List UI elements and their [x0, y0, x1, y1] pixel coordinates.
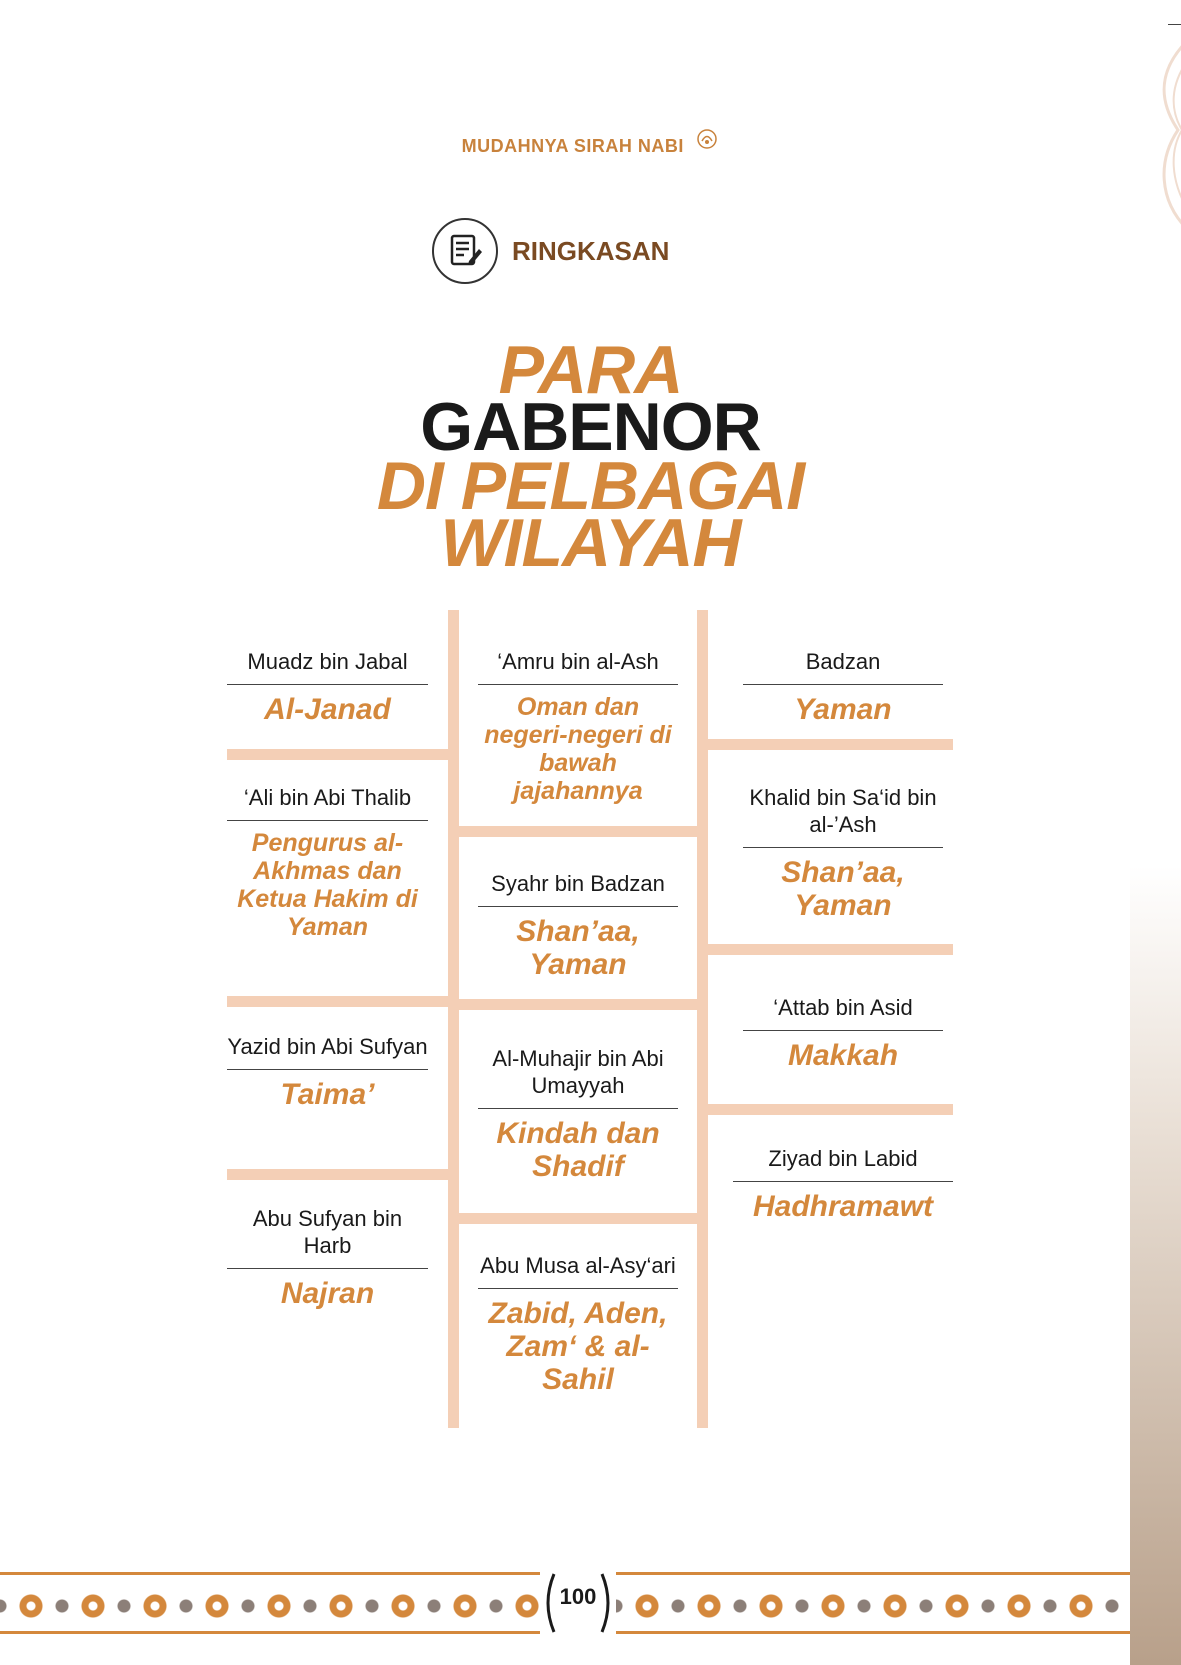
governor-place: Shan’aa, Yaman: [516, 915, 640, 981]
side-decorative-strip: [1130, 0, 1181, 1665]
governor-entry: [227, 784, 428, 941]
governor-name: Abu Sufyan bin Harb: [252, 1206, 403, 1258]
running-header: [0, 127, 1181, 157]
governor-place: Zabid, Aden, Zam‘ & al-Sahil: [488, 1297, 668, 1396]
column-divider-right: [697, 610, 708, 1428]
page-footer: [0, 1572, 1130, 1634]
entry-rule: [478, 684, 678, 685]
governor-place: Makkah: [787, 1039, 899, 1072]
entry-rule: [743, 1030, 943, 1031]
row-divider: [708, 739, 953, 750]
ornament-icon: [695, 127, 719, 151]
title-line-4: WILAYAH: [440, 505, 741, 581]
entry-rule: [733, 1181, 953, 1182]
decorative-border-left: [0, 1572, 540, 1634]
governor-place: Kindah dan Shadif: [496, 1117, 660, 1183]
section-label: RINGKASAN: [512, 235, 670, 266]
governor-entry: [478, 1252, 678, 1396]
governor-place: Pengurus al-Akhmas dan Ketua Hakim di Yaman: [237, 829, 418, 941]
governor-entry: [227, 1033, 428, 1111]
governor-entry: [227, 1205, 428, 1310]
page-number: 100: [559, 1584, 597, 1609]
governor-name: Ziyad bin Labid: [768, 1146, 918, 1171]
entry-rule: [227, 684, 428, 685]
governor-name: ‘Attab bin Asid: [773, 995, 913, 1020]
entry-rule: [227, 1268, 428, 1269]
entry-rule: [227, 1069, 428, 1070]
row-divider: [459, 826, 697, 837]
document-edit-icon: [432, 218, 498, 284]
entry-rule: [478, 1288, 678, 1289]
title-line-3: DI PELBAGAI: [376, 448, 805, 524]
governor-place: Taima’: [280, 1078, 375, 1111]
row-divider: [708, 944, 953, 955]
entry-rule: [227, 820, 428, 821]
governor-place: Al-Janad: [264, 693, 391, 726]
entry-rule: [478, 1108, 678, 1109]
governor-name: Muadz bin Jabal: [247, 649, 408, 674]
column-divider-left: [448, 610, 459, 1428]
row-divider: [459, 999, 697, 1010]
row-divider: [227, 1169, 448, 1180]
section-heading: [432, 218, 669, 284]
governor-name: Yazid bin Abi Sufyan: [227, 1034, 428, 1059]
running-title: MUDAHNYA SIRAH NABI: [461, 135, 684, 156]
governor-name: Khalid bin Sa‘id bin al-’Ash: [749, 785, 937, 837]
row-divider: [227, 749, 448, 760]
governor-name: ‘Ali bin Abi Thalib: [243, 785, 412, 810]
governor-place: Najran: [280, 1277, 375, 1310]
entry-rule: [743, 847, 943, 848]
row-divider: [708, 1104, 953, 1115]
crop-mark: [1168, 24, 1181, 25]
governor-entry: [725, 1145, 961, 1223]
governor-place: Hadhramawt: [752, 1190, 934, 1223]
row-divider: [459, 1213, 697, 1224]
governor-entry: [478, 870, 678, 981]
governor-entry: [478, 1045, 678, 1183]
governor-name: Al-Muhajir bin Abi Umayyah: [492, 1046, 664, 1098]
governor-place: Yaman: [794, 693, 892, 726]
governor-entry: [478, 648, 678, 805]
governor-name: ‘Amru bin al-Ash: [497, 649, 659, 674]
governor-entry: [227, 648, 428, 726]
title-line-2: GABENOR: [420, 389, 761, 465]
decorative-border-right: [616, 1572, 1130, 1634]
governor-name: Abu Musa al-Asy‘ari: [480, 1253, 676, 1278]
governor-place: Shan’aa, Yaman: [781, 856, 905, 922]
entry-rule: [743, 684, 943, 685]
row-divider: [227, 996, 448, 1007]
governor-place: Oman dan negeri-negeri di bawah jajahannya: [484, 693, 672, 805]
governor-entry: [733, 994, 953, 1072]
governor-entry: [733, 648, 953, 726]
entry-rule: [478, 906, 678, 907]
governor-name: Badzan: [805, 649, 881, 674]
governor-name: Syahr bin Badzan: [491, 871, 665, 896]
title-line-1: PARA: [498, 332, 683, 408]
governor-entry: [733, 784, 953, 922]
